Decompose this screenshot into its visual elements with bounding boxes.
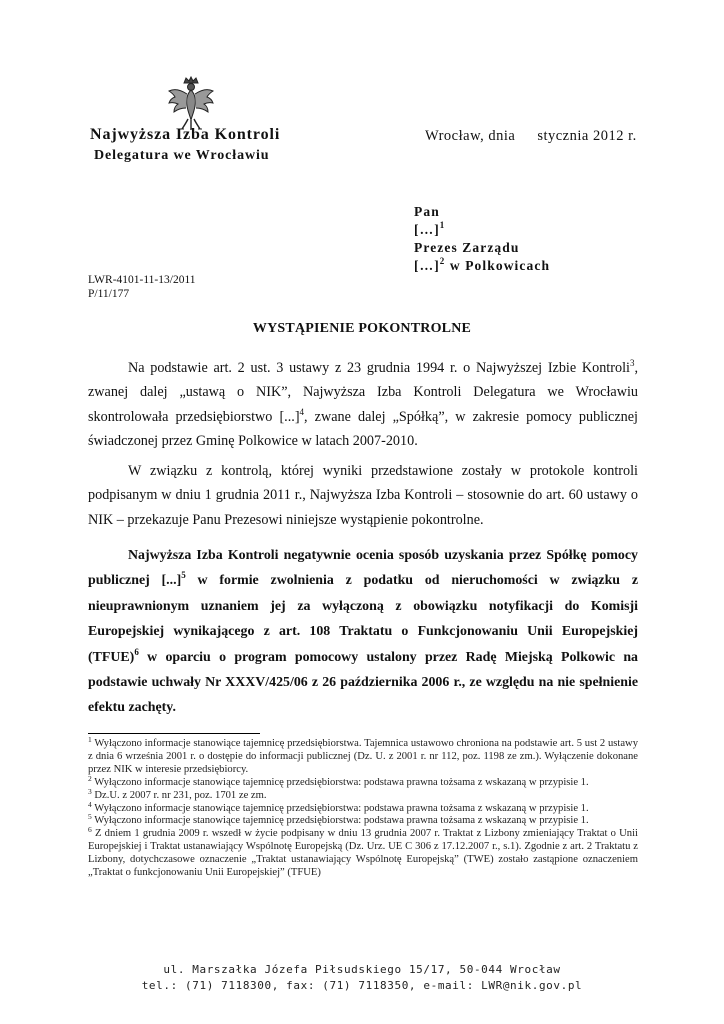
- footnote-1: $^1$ Wyłączono informacje stanowiące tajemnicę przedsiębiorstwa. Tajemnica ustawowo chroniona na podstawie art. 5 ust 2 ustawy z dnia 6 września 2001 r. o dostępie do informacji publicznej (Dz. U. z 2001 r. nr 112, poz. 1198 ze zm.). Wyłączenie dokonane przez NIK w interesie przedsiębiorcy.: [88, 735, 638, 775]
- footnote-6: $^6$ Z dniem 1 grudnia 2009 r. wszedł w życie podpisany w dniu 13 grudnia 2007 r. Traktat z Lizbony zmieniający Traktat o Unii Europejskiej i Traktat ustanawiający Wspólnotę Europejską (Dz. Urz. UE C 306 z 17.12.2007 r., s.1). Zgodnie z art. 2 Traktatu z Lizbony, dotychczasowe oznaczenie „Traktat ustanawiający Wspólnotę Europejską” (TWE) zostało zastąpione oznaczeniem „Traktat o funkcjonowaniu Unii Europejskiej” (TFUE): [88, 825, 638, 879]
- paragraph-context: W związku z kontrolą, której wyniki przedstawione zostały w protokole kontroli podpisanym w dniu 1 grudnia 2011 r., Najwyższa Izba Kontroli – stosownie do art. 60 ustawy o NIK – przekazuje Panu Prezesowi niniejsze wystąpienie pokontrolne.: [88, 463, 638, 528]
- addressee-position: Prezes Zarządu: [414, 240, 520, 255]
- footnote-separator: [88, 733, 260, 734]
- footnote-ref: 3: [629, 358, 635, 368]
- footnote-5: $^5$ Wyłączono informacje stanowiące tajemnicę przedsiębiorstwa: podstawa prawna tożsama z wskazaną w przypisie 1.: [88, 812, 589, 827]
- reference-block: [88, 273, 196, 301]
- addressee-block: [414, 203, 550, 275]
- paragraph-assessment: Najwyższa Izba Kontroli negatywnie ocenia sposób uzyskania przez Spółkę pomocy publicznej [...]$^5$ w formie zwolnienia z podatku od nieruchomości w związku z nieuprawnionym uznaniem jej za wyłączoną z obowiązku notyfikacji do Komisji Europejskiej wynikającego z art. 108 Traktatu o Funkcjonowaniu Unii Europejskiej (TFUE)$^6$ w oparciu o program pomocowy ustalony przez Radę Miejską Polkowic na podstawie uchwały Nr XXXV/425/06 z 26 października 2006 r., ze względu na nie spełnienie efektu zachęty.: [88, 548, 638, 716]
- date-place: Wrocław, dnia: [425, 128, 516, 144]
- date-line: [425, 128, 637, 145]
- footer-contact: tel.: (71) 7118300, fax: (71) 7118350, e-mail: LWR@nik.gov.pl: [141, 979, 583, 992]
- footnote-3: $^3$ Dz.U. z 2007 r. nr 231, poz. 1701 ze zm.: [88, 786, 267, 801]
- addressee-company: […]$^2$ w Polkowicach: [414, 256, 551, 273]
- case-number: P/11/177: [88, 288, 130, 300]
- footnote-2: $^2$ Wyłączono informacje stanowiące tajemnicę przedsiębiorstwa: podstawa prawna tożsama z wskazaną w przypisie 1.: [88, 773, 589, 788]
- footnote-ref: 1: [439, 220, 446, 230]
- eagle-emblem-icon: [166, 76, 216, 132]
- reference-number: LWR-4101-11-13/2011: [88, 274, 196, 286]
- date-month-year: stycznia 2012 r.: [537, 128, 637, 144]
- footnotes: [88, 735, 638, 880]
- footnote-ref: 4: [299, 406, 305, 417]
- addressee-name: […]$^1$: [414, 220, 446, 237]
- footnote-ref: 6: [134, 646, 139, 657]
- document-title: WYSTĄPIENIE POKONTROLNE: [252, 321, 472, 336]
- footnote-ref: 2: [439, 256, 446, 266]
- organization-name: Najwyższa Izba Kontroli: [90, 126, 281, 143]
- footnote-ref: 5: [181, 570, 186, 581]
- addressee-salutation: Pan: [414, 204, 440, 219]
- footer-address: ul. Marszałka Józefa Piłsudskiego 15/17, 50-044 Wrocław: [163, 963, 561, 976]
- organization-branch: Delegatura we Wrocławiu: [94, 148, 270, 163]
- paragraph-intro: Na podstawie art. 2 ust. 3 ustawy z 23 grudnia 1994 r. o Najwyższej Izbie Kontroli$^3$, zwanej dalej „ustawą o NIK”, Najwyższa Izba Kontroli Delegatura we Wrocławiu skontrolowała przedsiębiorstwo [...]$^4$, zwane dalej „Spółką”, w zakresie pomocy publicznej świadczonej przez Gminę Polkowice w latach 2007-2010.: [88, 358, 638, 449]
- page-footer: [0, 962, 724, 994]
- footnote-4: $^4$ Wyłączono informacje stanowiące tajemnicę przedsiębiorstwa: podstawa prawna tożsama z wskazaną w przypisie 1.: [88, 799, 589, 814]
